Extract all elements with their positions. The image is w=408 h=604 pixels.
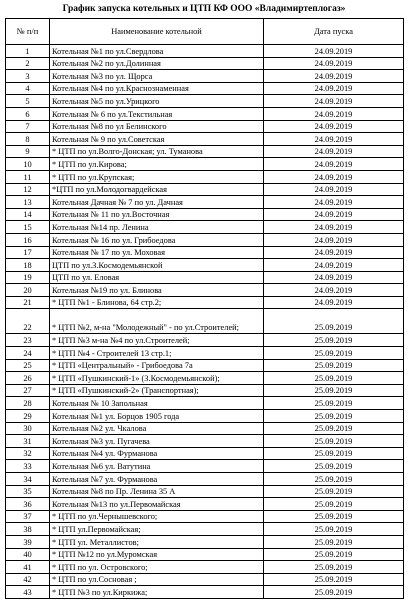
table-row bbox=[6, 510, 404, 523]
table-row bbox=[6, 384, 404, 397]
row-number: 40 bbox=[6, 548, 50, 561]
row-name: Котельная №3 по ул. Щорса bbox=[50, 70, 264, 83]
table-row bbox=[6, 296, 404, 309]
row-date: 25.09.2019 bbox=[264, 410, 404, 423]
row-name: Котельная № 16 по ул. Грибоедова bbox=[50, 233, 264, 246]
row-number: 2 bbox=[6, 57, 50, 70]
row-date: 24.09.2019 bbox=[264, 296, 404, 309]
table-row bbox=[6, 107, 404, 120]
row-name: * ЦТП ул.Первомайская; bbox=[50, 523, 264, 536]
table-row bbox=[6, 145, 404, 158]
row-number: 5 bbox=[6, 95, 50, 108]
row-date: 24.09.2019 bbox=[264, 259, 404, 272]
table-row bbox=[6, 221, 404, 234]
row-name: * ЦТП «Центральный» - Грибоедова 7а bbox=[50, 359, 264, 372]
row-date: 24.09.2019 bbox=[264, 107, 404, 120]
table-row bbox=[6, 170, 404, 183]
table-row bbox=[6, 183, 404, 196]
row-number: 18 bbox=[6, 259, 50, 272]
row-name: Котельная №2 ул. Чкалова bbox=[50, 422, 264, 435]
row-name: Котельная №8 по ул Белинского bbox=[50, 120, 264, 133]
table-row bbox=[6, 397, 404, 410]
row-number: 22 bbox=[6, 309, 50, 334]
row-name: * ЦТП №1 - Блинова, 64 стр.2; bbox=[50, 296, 264, 309]
table-row bbox=[6, 158, 404, 171]
row-number: 31 bbox=[6, 435, 50, 448]
row-date: 24.09.2019 bbox=[264, 120, 404, 133]
row-name: Котельная №19 по ул. Блинова bbox=[50, 284, 264, 297]
row-number: 39 bbox=[6, 535, 50, 548]
row-date: 24.09.2019 bbox=[264, 246, 404, 259]
row-date: 24.09.2019 bbox=[264, 133, 404, 146]
row-number: 4 bbox=[6, 82, 50, 95]
row-date: 25.09.2019 bbox=[264, 359, 404, 372]
row-number: 8 bbox=[6, 133, 50, 146]
row-name: * ЦТП по ул.Крупская; bbox=[50, 170, 264, 183]
table-row bbox=[6, 57, 404, 70]
row-date: 24.09.2019 bbox=[264, 271, 404, 284]
table-row bbox=[6, 485, 404, 498]
table-row bbox=[6, 447, 404, 460]
row-number: 3 bbox=[6, 70, 50, 83]
row-date: 24.09.2019 bbox=[264, 221, 404, 234]
header-date: Дата пуска bbox=[264, 19, 404, 45]
row-date: 25.09.2019 bbox=[264, 372, 404, 385]
row-name: * ЦТП по ул.Волго-Донская; ул. Туманова bbox=[50, 145, 264, 158]
table-row bbox=[6, 498, 404, 511]
row-date: 24.09.2019 bbox=[264, 82, 404, 95]
row-name: * ЦТП №2, м-на "Молодежный" - по ул.Строителей; bbox=[50, 309, 264, 334]
table-row bbox=[6, 284, 404, 297]
row-number: 24 bbox=[6, 347, 50, 360]
row-name: Котельная № 9 по ул.Советская bbox=[50, 133, 264, 146]
row-name: Котельная №8 по Пр. Ленина 35 А bbox=[50, 485, 264, 498]
table-row bbox=[6, 573, 404, 586]
table-row bbox=[6, 233, 404, 246]
row-number: 7 bbox=[6, 120, 50, 133]
table-row bbox=[6, 70, 404, 83]
row-number: 35 bbox=[6, 485, 50, 498]
row-number: 30 bbox=[6, 422, 50, 435]
row-number: 28 bbox=[6, 397, 50, 410]
row-number: 36 bbox=[6, 498, 50, 511]
row-number: 27 bbox=[6, 384, 50, 397]
table-row bbox=[6, 535, 404, 548]
row-date: 25.09.2019 bbox=[264, 347, 404, 360]
table-row bbox=[6, 133, 404, 146]
row-name: Котельная №1 ул. Борцов 1905 года bbox=[50, 410, 264, 423]
table-row bbox=[6, 548, 404, 561]
row-name: Котельная №1 по ул.Свердлова bbox=[50, 45, 264, 58]
row-name: Котельная № 10 Запольная bbox=[50, 397, 264, 410]
table-row bbox=[6, 460, 404, 473]
row-number: 29 bbox=[6, 410, 50, 423]
row-number: 15 bbox=[6, 221, 50, 234]
row-name: * ЦТП №3 м-на №4 по ул.Строителей; bbox=[50, 334, 264, 347]
row-number: 43 bbox=[6, 586, 50, 599]
table-row bbox=[6, 586, 404, 599]
row-date: 24.09.2019 bbox=[264, 284, 404, 297]
row-name: Котельная № 17 по ул. Моховая bbox=[50, 246, 264, 259]
row-number: 21 bbox=[6, 296, 50, 309]
header-name: Наименование котельной bbox=[50, 19, 264, 45]
row-name: Котельная №7 ул. Фурманова bbox=[50, 473, 264, 486]
row-date: 25.09.2019 bbox=[264, 535, 404, 548]
row-date: 25.09.2019 bbox=[264, 548, 404, 561]
row-date: 25.09.2019 bbox=[264, 334, 404, 347]
row-name: Котельная Дачная № 7 по ул. Дачная bbox=[50, 196, 264, 209]
document-title: График запуска котельных и ЦТП КФ ООО «Владимиртеплогаз» bbox=[62, 4, 346, 14]
row-date: 25.09.2019 bbox=[264, 473, 404, 486]
row-name: * ЦТП по ул. Островского; bbox=[50, 561, 264, 574]
row-date: 25.09.2019 bbox=[264, 485, 404, 498]
row-date: 24.09.2019 bbox=[264, 233, 404, 246]
table-row bbox=[6, 523, 404, 536]
row-date: 25.09.2019 bbox=[264, 397, 404, 410]
table-row bbox=[6, 208, 404, 221]
row-date: 25.09.2019 bbox=[264, 510, 404, 523]
table-row bbox=[6, 95, 404, 108]
row-date: 24.09.2019 bbox=[264, 170, 404, 183]
row-name: *ЦТП по ул.Молодогвардейская bbox=[50, 183, 264, 196]
row-name: Котельная №2 по ул.Долинная bbox=[50, 57, 264, 70]
table-header-row bbox=[6, 19, 404, 45]
row-date: 24.09.2019 bbox=[264, 158, 404, 171]
row-date: 25.09.2019 bbox=[264, 523, 404, 536]
table-body bbox=[6, 45, 404, 599]
row-name: * ЦТП №12 по ул.Муромская bbox=[50, 548, 264, 561]
row-date: 24.09.2019 bbox=[264, 45, 404, 58]
table-row bbox=[6, 435, 404, 448]
row-name: * ЦТП ул. Металлистов; bbox=[50, 535, 264, 548]
row-number: 11 bbox=[6, 170, 50, 183]
table-row bbox=[6, 271, 404, 284]
row-name: * ЦТП по ул.Кирова; bbox=[50, 158, 264, 171]
row-number: 33 bbox=[6, 460, 50, 473]
row-date: 25.09.2019 bbox=[264, 498, 404, 511]
row-date: 25.09.2019 bbox=[264, 422, 404, 435]
row-number: 9 bbox=[6, 145, 50, 158]
row-number: 34 bbox=[6, 473, 50, 486]
table-row bbox=[6, 196, 404, 209]
row-number: 38 bbox=[6, 523, 50, 536]
row-date: 25.09.2019 bbox=[264, 573, 404, 586]
table-row bbox=[6, 334, 404, 347]
row-number: 37 bbox=[6, 510, 50, 523]
table-row bbox=[6, 259, 404, 272]
row-name: * ЦТП «Пушкинский-2» (Транспортная); bbox=[50, 384, 264, 397]
row-date: 24.09.2019 bbox=[264, 183, 404, 196]
row-date: 24.09.2019 bbox=[264, 208, 404, 221]
table-row bbox=[6, 347, 404, 360]
row-date: 25.09.2019 bbox=[264, 309, 404, 334]
row-date: 24.09.2019 bbox=[264, 145, 404, 158]
table-row bbox=[6, 473, 404, 486]
row-number: 32 bbox=[6, 447, 50, 460]
row-number: 6 bbox=[6, 107, 50, 120]
row-name: * ЦТП «Пушкинский-1» (З.Космодемьянской); bbox=[50, 372, 264, 385]
table-row bbox=[6, 45, 404, 58]
row-name: Котельная №13 по ул.Первомайская bbox=[50, 498, 264, 511]
table-row bbox=[6, 561, 404, 574]
row-date: 24.09.2019 bbox=[264, 57, 404, 70]
schedule-table bbox=[5, 18, 404, 599]
row-number: 10 bbox=[6, 158, 50, 171]
row-number: 20 bbox=[6, 284, 50, 297]
row-date: 25.09.2019 bbox=[264, 447, 404, 460]
row-number: 13 bbox=[6, 196, 50, 209]
row-name: Котельная № 11 по ул.Восточная bbox=[50, 208, 264, 221]
row-name: ЦТП по ул.З.Космодемьянской bbox=[50, 259, 264, 272]
row-name: Котельная №6 ул. Ватутина bbox=[50, 460, 264, 473]
row-name: Котельная №14 пр. Ленина bbox=[50, 221, 264, 234]
row-number: 26 bbox=[6, 372, 50, 385]
row-name: * ЦТП №4 - Строителей 13 стр.1; bbox=[50, 347, 264, 360]
row-date: 24.09.2019 bbox=[264, 95, 404, 108]
row-name: Котельная №5 по ул.Урицкого bbox=[50, 95, 264, 108]
row-name: * ЦТП по ул.Сосновая ; bbox=[50, 573, 264, 586]
table-row bbox=[6, 246, 404, 259]
row-date: 25.09.2019 bbox=[264, 460, 404, 473]
row-name: Котельная №4 по ул.Краснознаменная bbox=[50, 82, 264, 95]
row-number: 41 bbox=[6, 561, 50, 574]
row-number: 1 bbox=[6, 45, 50, 58]
row-number: 17 bbox=[6, 246, 50, 259]
header-num: № п/п bbox=[6, 19, 50, 45]
row-number: 19 bbox=[6, 271, 50, 284]
table-row bbox=[6, 422, 404, 435]
row-name: Котельная № 6 по ул.Текстильная bbox=[50, 107, 264, 120]
row-date: 25.09.2019 bbox=[264, 561, 404, 574]
table-row bbox=[6, 372, 404, 385]
row-date: 24.09.2019 bbox=[264, 196, 404, 209]
row-date: 25.09.2019 bbox=[264, 586, 404, 599]
row-date: 25.09.2019 bbox=[264, 384, 404, 397]
row-number: 14 bbox=[6, 208, 50, 221]
row-date: 25.09.2019 bbox=[264, 435, 404, 448]
row-number: 25 bbox=[6, 359, 50, 372]
row-name: * ЦТП №3 по ул.Киркижа; bbox=[50, 586, 264, 599]
table-row bbox=[6, 359, 404, 372]
table-row bbox=[6, 120, 404, 133]
row-name: Котельная №4 ул. Фурманова bbox=[50, 447, 264, 460]
row-name: * ЦТП по ул.Чернышевского; bbox=[50, 510, 264, 523]
row-number: 16 bbox=[6, 233, 50, 246]
row-date: 24.09.2019 bbox=[264, 70, 404, 83]
row-number: 12 bbox=[6, 183, 50, 196]
row-number: 23 bbox=[6, 334, 50, 347]
table-row bbox=[6, 410, 404, 423]
row-name: Котельная №3 ул. Пугачева bbox=[50, 435, 264, 448]
table-row bbox=[6, 309, 404, 334]
row-number: 42 bbox=[6, 573, 50, 586]
row-name: ЦТП по ул. Еловая bbox=[50, 271, 264, 284]
table-row bbox=[6, 82, 404, 95]
